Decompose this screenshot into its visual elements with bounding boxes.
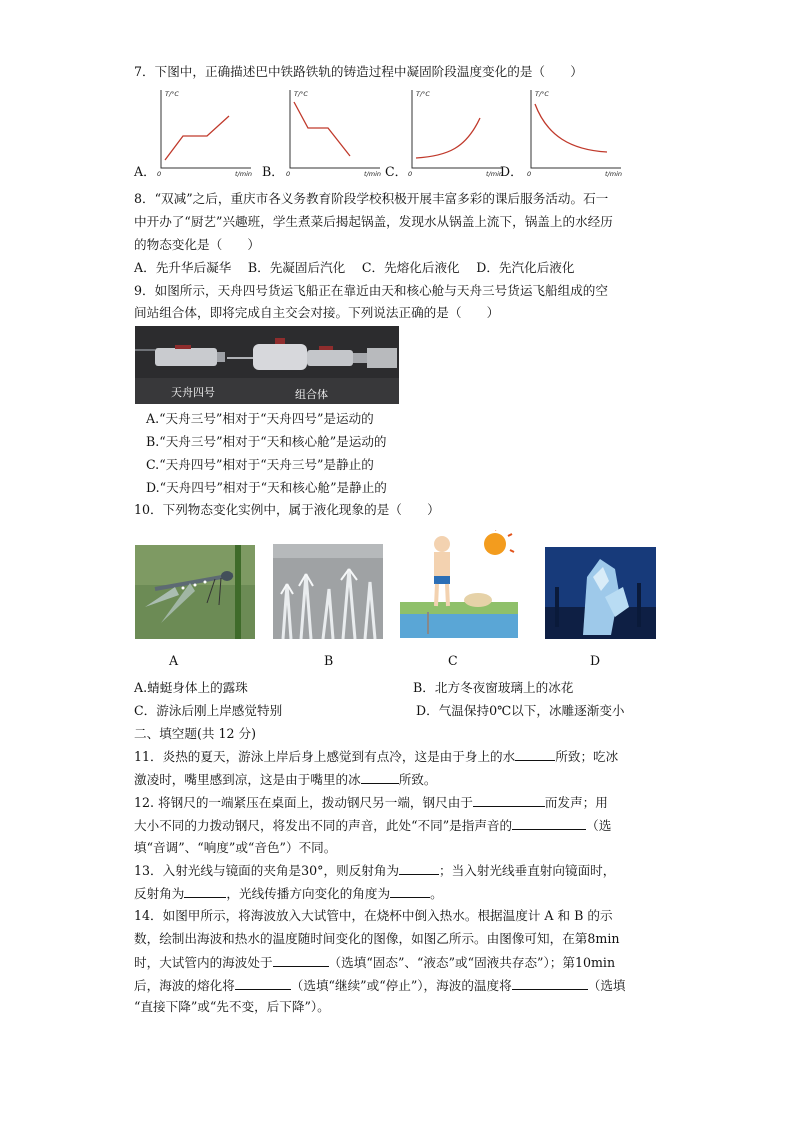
q11-line2-text-b: 所致。 [398, 772, 437, 787]
q13-line2-text-a: 反射角为 [134, 886, 185, 901]
q7-graph-a [157, 88, 257, 178]
q7-graph-curve [165, 116, 229, 160]
q7-graph-y-label: T/°C [416, 90, 430, 98]
q13-blank-2[interactable] [184, 885, 226, 898]
q10-option-a: A.蜻蜓身体上的露珠 [134, 680, 248, 695]
q10-image-label-d: D [590, 653, 601, 668]
q11-line2 [134, 771, 436, 788]
q13-line2 [134, 885, 443, 902]
q13-line2-text-b: ，光线传播方向变化的角度为 [226, 886, 391, 901]
q12-line1-text-b: 而发声；用 [544, 795, 608, 810]
q7-option-b-label: B． [262, 164, 284, 179]
q12-line3: 填“音调”、“响度”或“音色”）不同。 [134, 840, 337, 855]
q7-graph-curve [294, 102, 350, 156]
q8-stem-line2: 中开办了“厨艺”兴趣班，学生煮菜后揭起锅盖，发现水从锅盖上流下，锅盖上的水经历 [134, 214, 613, 229]
q14-blank-1[interactable] [273, 954, 329, 967]
q13-line1-text-a: 13．入射光线与镜面的夹角是30°，则反射角为 [134, 863, 400, 878]
q7-graph-b [286, 88, 386, 178]
q12-line1-text-a: 12. 将钢尺的一端紧压在桌面上，拨动钢尺另一端，钢尺由于 [134, 795, 473, 810]
space-station-photo [135, 326, 399, 404]
q14-line4-text-c: （选填 [587, 978, 626, 993]
ice-sculpture-image [545, 547, 656, 639]
q10-stem: 10．下列物态变化实例中，属于液化现象的是（ ） [134, 502, 440, 517]
q7-graph-curve [416, 118, 480, 158]
q7-graph-x-label: t/min [605, 170, 622, 178]
q7-option-a-label: A． [134, 164, 156, 179]
q7-graph-y-label: T/°C [535, 90, 549, 98]
q12-line2-text-a: 大小不同的力拨动钢尺，将发出不同的声音，此处“不同”是指声音的 [134, 818, 513, 833]
q7-graph-axes [412, 90, 502, 168]
q7-graph-axes [161, 90, 251, 168]
q10-image-label-b: B [324, 653, 334, 668]
q13-line2-text-c: 。 [430, 886, 443, 901]
q7-graph-svg-c [408, 88, 508, 178]
q14-line4 [134, 977, 626, 994]
q7-graph-x-label: t/min [364, 170, 381, 178]
q14-blank-2[interactable] [235, 977, 291, 990]
q14-line3 [134, 954, 615, 971]
q10-option-d: D．气温保持0℃以下，冰雕逐渐变小 [416, 703, 625, 718]
q7-graph-origin: 0 [286, 170, 291, 178]
photo-caption-left: 天舟四号 [171, 386, 215, 399]
q11-line1-text-b: 所致；吃冰 [555, 749, 619, 764]
q9-option-b: B.“天舟三号”相对于“天和核心舱”是运动的 [146, 434, 387, 449]
q7-option-c-label: C． [385, 164, 408, 179]
q9-option-a: A.“天舟三号”相对于“天舟四号”是运动的 [146, 411, 374, 426]
q7-stem: 7．下图中，正确描述巴中铁路铁轨的铸造过程中凝固阶段温度变化的是（ ） [134, 64, 583, 79]
q12-line2 [134, 817, 611, 834]
q7-graph-y-label: T/°C [165, 90, 179, 98]
q14-line4-text-a: 后，海波的熔化将 [134, 978, 235, 993]
q12-line2-text-b: （选 [586, 818, 612, 833]
q14-line3-text-b: （选填“固态”、“液态”或“固液共存态”）；第10min [328, 955, 616, 970]
q7-graph-x-label: t/min [235, 170, 252, 178]
q14-line1: 14．如图甲所示，将海波放入大试管中，在烧杯中倒入热水。根据温度计 A 和 B 的示 [134, 908, 613, 923]
q11-line2-text-a: 激凌时，嘴里感到凉，这是由于嘴里的冰 [134, 772, 361, 787]
q14-line3-text-a: 时，大试管内的海波处于 [134, 955, 273, 970]
q7-graph-y-label: T/°C [294, 90, 308, 98]
q13-blank-3[interactable] [390, 885, 430, 898]
q14-line2: 数，绘制出海波和热水的温度随时间变化的图像，如图乙所示。由图像可知，在第8min [134, 931, 620, 946]
q7-graph-x-label: t/min [486, 170, 503, 178]
q7-graph-origin: 0 [157, 170, 162, 178]
q8-stem-line1: 8．“双减”之后，重庆市各义务教育阶段学校积极开展丰富多彩的课后服务活动。石一 [134, 191, 609, 206]
photo-caption-right: 组合体 [295, 388, 328, 401]
q13-line1 [134, 862, 615, 879]
q11-blank-1[interactable] [515, 748, 555, 761]
q11-blank-2[interactable] [361, 771, 399, 784]
q12-blank-1[interactable] [473, 794, 545, 807]
window-ice-flower-image [273, 544, 383, 639]
q11-line1-text-a: 11．炎热的夏天，游泳上岸后身上感觉到有点冷，这是由于身上的水 [134, 749, 516, 764]
q10-option-c: C．游泳后刚上岸感觉特别 [134, 703, 283, 718]
dragonfly-dew-image [135, 545, 255, 639]
q7-graph-curve [535, 104, 607, 152]
q7-graph-c [408, 88, 508, 178]
q7-graph-axes [531, 90, 621, 168]
q9-option-d: D.“天舟四号”相对于“天和核心舱”是静止的 [146, 480, 387, 495]
q8-options: A．先升华后凝华 B．先凝固后汽化 C．先熔化后液化 D．先汽化后液化 [134, 260, 575, 275]
q7-graph-origin: 0 [408, 170, 413, 178]
q12-blank-2[interactable] [512, 817, 586, 830]
q9-stem-line2: 间站组合体，即将完成自主交会对接。下列说法正确的是（ ） [134, 305, 500, 320]
q10-image-label-a: A [169, 653, 179, 668]
q7-graph-origin: 0 [527, 170, 532, 178]
q9-option-c: C.“天舟四号”相对于“天舟三号”是静止的 [146, 457, 374, 472]
q14-line5: “直接下降”或“先不变，后下降”）。 [134, 999, 330, 1014]
q7-option-d-label: D． [500, 164, 523, 179]
q7-graph-axes [290, 90, 380, 168]
q14-blank-3[interactable] [512, 977, 588, 990]
q14-line4-text-b: （选填“继续”或“停止”），海波的温度将 [290, 978, 512, 993]
q12-line1 [134, 794, 608, 811]
q7-graph-svg-b [286, 88, 386, 178]
q9-stem-line1: 9．如图所示，天舟四号货运飞船正在靠近由天和核心舱与天舟三号货运飞船组成的空 [134, 283, 608, 298]
q13-blank-1[interactable] [399, 862, 439, 875]
section-fill-in-heading: 二、填空题(共 12 分) [134, 726, 257, 741]
q13-line1-text-b: ；当入射光线垂直射向镜面时， [439, 863, 616, 878]
q11-line1 [134, 748, 618, 765]
q10-option-b: B．北方冬夜窗玻璃上的冰花 [413, 680, 574, 695]
q10-image-label-c: C [448, 653, 458, 668]
q7-graph-svg-d [527, 88, 627, 178]
q7-graph-svg-a [157, 88, 257, 178]
swimmer-cold-image [400, 530, 518, 638]
q8-stem-line3: 的物态变化是（ ） [134, 237, 260, 252]
q7-graph-d [527, 88, 627, 178]
